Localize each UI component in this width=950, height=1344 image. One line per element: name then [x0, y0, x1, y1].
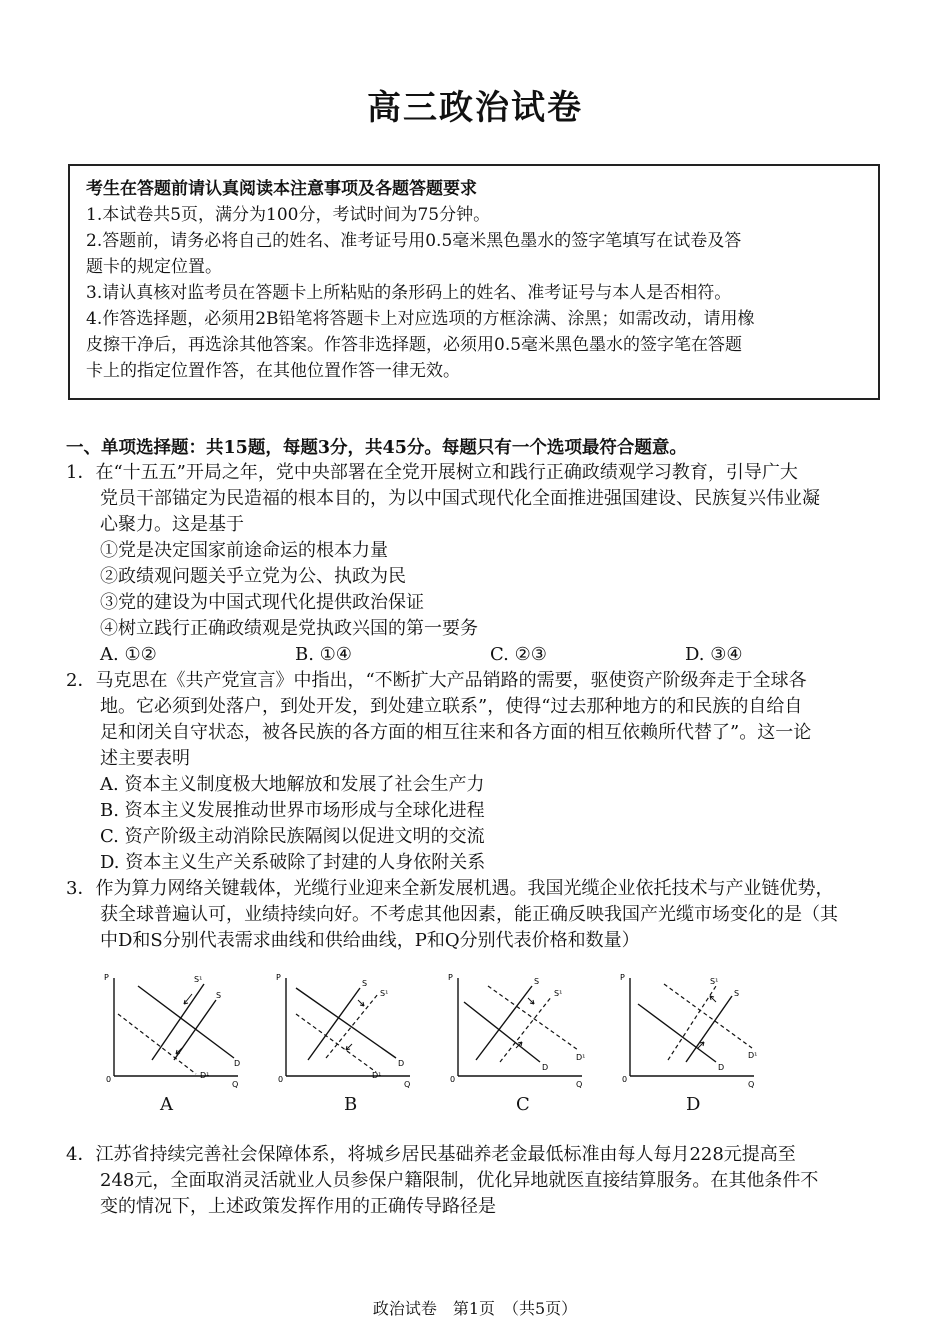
option-a: A. 资本主义制度极大地解放和发展了社会生产力	[100, 774, 485, 795]
svg-text:S¹: S¹	[380, 989, 389, 998]
option-d: D. 资本主义生产关系破除了封建的人身依附关系	[100, 852, 486, 873]
question-stem: 248元，全面取消灵活就业人员参保户籍限制，优化异地就医直接结算服务。在其他条件不	[100, 1170, 819, 1191]
graph-c-plot	[440, 966, 590, 1091]
graph-b-plot	[268, 966, 418, 1091]
svg-text:D: D	[398, 1059, 405, 1068]
svg-text:S: S	[734, 989, 740, 998]
notice-line: 2.答题前，请务必将自己的姓名、准考证号用0.5毫米黑色墨水的签字笔填写在试卷及答	[86, 231, 742, 251]
question-stem: 2．马克思在《共产党宣言》中指出，“不断扩大产品销路的需要，驱使资产阶级奔走于全球各	[66, 670, 807, 691]
graph-d	[612, 966, 762, 1121]
svg-text:0: 0	[450, 1075, 456, 1084]
svg-text:S¹: S¹	[710, 977, 719, 986]
svg-text:D¹: D¹	[748, 1051, 758, 1060]
svg-text:0: 0	[106, 1075, 112, 1084]
option-a: A. ①②	[100, 644, 157, 665]
svg-text:D¹: D¹	[200, 1071, 210, 1080]
svg-text:S: S	[216, 991, 222, 1000]
notice-line: 1.本试卷共5页，满分为100分，考试时间为75分钟。	[86, 205, 491, 225]
svg-text:P: P	[104, 973, 109, 982]
svg-text:D¹: D¹	[576, 1053, 586, 1062]
statement-item: ①党是决定国家前途命运的根本力量	[100, 540, 388, 561]
question-stem: 心聚力。这是基于	[100, 514, 244, 535]
svg-text:0: 0	[278, 1075, 284, 1084]
graph-label: A	[160, 1094, 173, 1115]
graph-label: C	[516, 1094, 530, 1115]
graph-b	[268, 966, 418, 1121]
question-3	[66, 876, 886, 954]
option-b: B. ①④	[295, 644, 352, 665]
question-stem: 地。它必须到处落户，到处开发，到处建立联系”，使得“过去那种地方的和民族的自给自	[100, 696, 803, 717]
graph-c	[440, 966, 590, 1121]
page-title: 高三政治试卷	[367, 88, 583, 128]
option-c: C. ②③	[490, 644, 547, 665]
statement-item: ②政绩观问题关乎立党为公、执政为民	[100, 566, 406, 587]
svg-text:0: 0	[622, 1075, 628, 1084]
svg-text:Q: Q	[748, 1080, 755, 1089]
svg-text:P: P	[448, 973, 453, 982]
question-stem: 获全球普遍认可，业绩持续向好。不考虑其他因素，能正确反映我国产光缆市场变化的是（其	[100, 904, 838, 925]
question-stem: 4．江苏省持续完善社会保障体系，将城乡居民基础养老金最低标准由每人每月228元提高至	[66, 1144, 796, 1165]
notice-heading: 考生在答题前请认真阅读本注意事项及各题答题要求	[86, 179, 477, 199]
graph-d-plot	[612, 966, 762, 1091]
question-stem: 足和闭关自守状态，被各民族的各方面的相互往来和各方面的相互依赖所代替了”。这一论	[100, 722, 812, 743]
svg-text:P: P	[276, 973, 281, 982]
svg-text:D¹: D¹	[372, 1071, 382, 1080]
notice-line: 皮擦干净后，再选涂其他答案。作答非选择题，必须用0.5毫米黑色墨水的签字笔在答题	[86, 335, 743, 355]
svg-text:Q: Q	[232, 1080, 239, 1089]
svg-text:D: D	[542, 1063, 549, 1072]
question-stem: 党员干部锚定为民造福的根本目的，为以中国式现代化全面推进强国建设、民族复兴伟业凝	[100, 488, 820, 509]
graph-label: D	[686, 1094, 701, 1115]
question-1	[66, 460, 886, 668]
svg-text:P: P	[620, 973, 625, 982]
option-b: B. 资本主义发展推动世界市场形成与全球化进程	[100, 800, 485, 821]
question-2	[66, 668, 886, 876]
question-stem: 述主要表明	[100, 748, 190, 769]
svg-text:Q: Q	[576, 1080, 583, 1089]
option-c: C. 资产阶级主动消除民族隔阂以促进文明的交流	[100, 826, 485, 847]
graph-a	[96, 966, 246, 1121]
notice-line: 题卡的规定位置。	[86, 257, 222, 277]
graph-a-plot	[96, 966, 246, 1091]
supply-demand-graphs	[96, 966, 796, 1121]
notice-line: 3.请认真核对监考员在答题卡上所粘贴的条形码上的姓名、准考证号与本人是否相符。	[86, 283, 732, 303]
graph-label: B	[344, 1094, 358, 1115]
notice-line: 卡上的指定位置作答，在其他位置作答一律无效。	[86, 361, 460, 381]
question-stem: 1．在“十五五”开局之年，党中央部署在全党开展树立和践行正确政绩观学习教育，引导广大	[66, 462, 798, 483]
section-heading: 一、单项选择题：共15题，每题3分，共45分。每题只有一个选项最符合题意。	[66, 438, 687, 458]
question-stem: 中D和S分别代表需求曲线和供给曲线，P和Q分别代表价格和数量）	[100, 930, 640, 951]
notice-box	[68, 164, 880, 400]
statement-item: ③党的建设为中国式现代化提供政治保证	[100, 592, 424, 613]
svg-text:D: D	[718, 1063, 725, 1072]
answer-options	[66, 642, 886, 668]
svg-text:S: S	[534, 977, 540, 986]
svg-text:Q: Q	[404, 1080, 411, 1089]
notice-line: 4.作答选择题，必须用2B铅笔将答题卡上对应选项的方框涂满、涂黑；如需改动，请用橡	[86, 309, 755, 329]
statement-item: ④树立践行正确政绩观是党执政兴国的第一要务	[100, 618, 478, 639]
option-d: D. ③④	[685, 644, 743, 665]
svg-text:S: S	[362, 979, 368, 988]
svg-text:D: D	[234, 1059, 241, 1068]
question-stem: 变的情况下，上述政策发挥作用的正确传导路径是	[100, 1196, 496, 1217]
svg-text:S¹: S¹	[554, 989, 563, 998]
question-4	[66, 1142, 886, 1220]
page-footer: 政治试卷 第1页 （共5页）	[372, 1299, 578, 1318]
svg-text:S¹: S¹	[194, 975, 203, 984]
question-stem: 3．作为算力网络关键载体，光缆行业迎来全新发展机遇。我国光缆企业依托技术与产业链优势，	[66, 878, 834, 899]
